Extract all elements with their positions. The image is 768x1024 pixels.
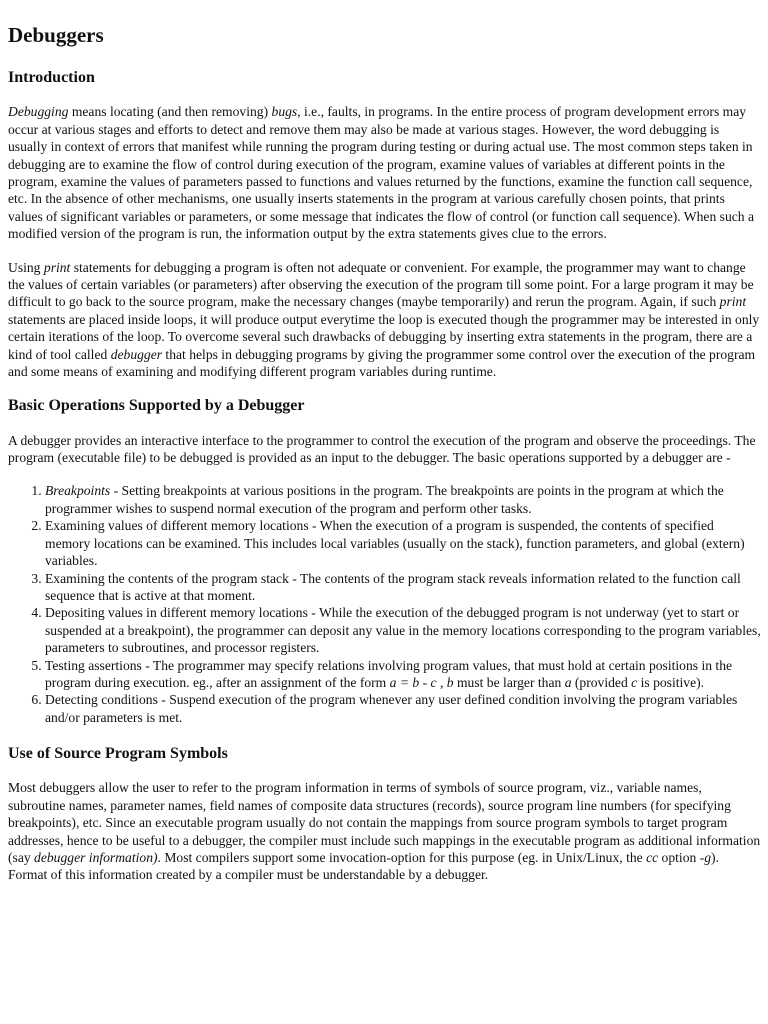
list-item: 6. Detecting conditions - Suspend execution of the program whenever any user defined condition involving the program variables and/or parameters is met. xyxy=(45,691,761,726)
term-print: print xyxy=(719,294,747,310)
list-item: 2. Examining values of different memory locations - When the execution of a program is suspended, the contents of specified memory locations can be examined. This includes local variables (usually on the stack), function parameters, and global (extern) variables. xyxy=(45,517,761,569)
term-debugging: Debugging xyxy=(8,104,69,120)
list-item: 3. Examining the contents of the program stack - The contents of the program stack reveals information related to the function call sequence that is active at that moment. xyxy=(45,570,761,605)
symbols-paragraph: Most debuggers allow the user to refer to the program information in terms of symbols of source program, viz., variable names, subroutine names, parameter names, field names of composite data structures (records), source program line numbers (for specifying breakpoints), etc. Since an executable program usually do not contain the mappings from source program symbols to target program addresses, hence to be useful to a debugger, the compiler must include such mappings in the executable program as additional information (say debugger information). Most compilers support some invocation-option for this purpose (eg. in Unix/Linux, the cc option -g). Format of this information created by a compiler must be understandable by a debugger. xyxy=(8,780,761,883)
list-item: 4. Depositing values in different memory locations - While the execution of the debugged program is not underway (yet to start or suspended at a breakpoint), the programmer can deposit any value in the memory locations corresponding to the program variables, parameters to subroutines, and processor registers. xyxy=(45,604,761,656)
term-debugger-information: debugger information) xyxy=(34,849,158,865)
list-item: 1. Breakpoints - Setting breakpoints at various positions in the program. The breakpoints are points in the program at which the programmer wishes to suspend normal execution of the program and perform other tasks. xyxy=(45,482,761,517)
intro-paragraph-2: Using print statements for debugging a program is often not adequate or convenient. For example, the programmer may want to change the values of certain variables (or parameters) after observing the execution of the program till some point. For a large program it may be difficult to go back to the source program, make the necessary changes (maybe temporarily) and rerun the program. Again, if such print statements are placed inside loops, it will produce output everytime the loop is executed though the programmer may be interested in only certain iterations of the loop. To overcome several such drawbacks of debugging by inserting extra statements in the program, there are a kind of tool called debugger that helps in debugging programs by giving the programmer some control over the execution of the program and some means of examining and modifying different program variables during runtime. xyxy=(8,259,760,380)
expression: a = b - c xyxy=(389,674,437,690)
page-title: Debuggers xyxy=(8,23,104,47)
section-heading-basic-operations: Basic Operations Supported by a Debugger xyxy=(8,397,305,415)
term-debugger: debugger xyxy=(110,346,163,362)
term-cc: cc xyxy=(646,849,659,865)
term-g: g xyxy=(704,849,712,865)
section-heading-source-symbols: Use of Source Program Symbols xyxy=(8,745,228,763)
term-bugs: bugs xyxy=(271,104,298,120)
basic-paragraph: A debugger provides an interactive interface to the programmer to control the execution of the program and observe the proceedings. The program (executable file) to be debugged is provided as an input to the debugger. The basic operations supported by a debugger are - xyxy=(8,432,756,466)
term-print: print xyxy=(43,259,71,275)
list-item: 5. Testing assertions - The programmer may specify relations involving program values, that must hold at certain positions in the program during execution. eg., after an assignment of the form a = b - c , b must be larger than a (provided c is positive). xyxy=(45,657,761,692)
intro-paragraph-1: Debugging means locating (and then removing) bugs, i.e., faults, in programs. In the entire process of program development errors may occur at various stages and efforts to detect and remove them may also be made at various stages. However, the word debugging is usually in context of errors that manifest while running the program during testing or during actual use. The most common steps taken in debugging are to examine the flow of control during execution of the program, examine values of variables at different points in the program, examine the values of parameters passed to functions and values returned by the functions, examine the function call sequence, etc. In the absence of other mechanisms, one usually inserts statements in the program at various carefully chosen points, that prints values of significant variables or parameters, or some message that indicates the flow of control (or function call sequence). When such a modified version of the program is run, the information output by the extra statements gives clue to the errors. xyxy=(8,104,755,242)
section-heading-introduction: Introduction xyxy=(8,69,95,87)
term-breakpoints: Breakpoints xyxy=(45,483,111,499)
operations-list xyxy=(8,482,761,726)
